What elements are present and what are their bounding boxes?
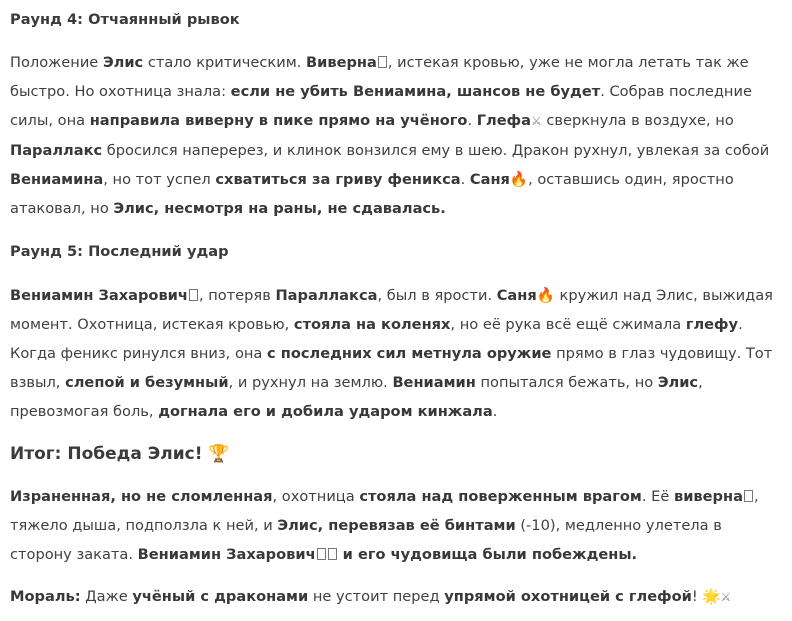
text-run: кружил над Элис, выжидая момент. Охотница, истекая кровью, <box>10 287 773 333</box>
text-run: , тяжело дыша, подползла к ней, и <box>10 488 759 534</box>
text-run: , но тот успел <box>103 171 216 188</box>
text-run: Положение <box>10 54 103 71</box>
missing-glyph-icon <box>378 56 387 68</box>
text-run: стало критическим. <box>143 54 306 71</box>
round4-heading: Раунд 4: Отчаянный рывок <box>10 11 240 28</box>
result-title: Итог: Победа Элис! <box>10 444 203 464</box>
bold-text: Элис, несмотря на раны, не сдавалась. <box>113 200 446 217</box>
bold-text: Элис, перевязав её бинтами <box>277 517 516 534</box>
missing-glyph-icon <box>189 289 198 301</box>
trophy-icon: 🏆 <box>208 444 230 464</box>
bold-text: Саня <box>469 171 510 188</box>
text-run: не устоит перед <box>308 588 445 605</box>
text-run: , превозмогая боль, <box>10 374 703 420</box>
bold-text: Саня <box>496 287 537 304</box>
text-run: , охотница <box>272 488 360 505</box>
moral-paragraph <box>10 582 780 612</box>
bold-text: Глефа <box>476 112 531 129</box>
flame-icon: 🔥 <box>536 287 555 304</box>
text-run: , потеряв <box>198 287 276 304</box>
bold-text: Вениамин Захарович <box>137 546 316 563</box>
bold-text: глефу <box>685 316 739 333</box>
flame-icon: 🔥 <box>509 171 529 188</box>
bold-text: Вениамина <box>10 171 104 188</box>
text-run: , был в ярости. <box>377 287 497 304</box>
round4-paragraph <box>10 48 780 223</box>
text-run: прямо в глаз чудовищу. Тот взвыл, <box>10 345 773 391</box>
round5-paragraph <box>10 281 780 426</box>
bold-text: Параллакс <box>10 142 103 159</box>
round5-heading: Раунд 5: Последний удар <box>10 243 229 260</box>
text-run: бросился наперерез, и клинок вонзился ему в шею. Дракон рухнул, увлекая за собой <box>102 142 770 159</box>
text-run: . Собрав последние силы, она <box>10 83 752 129</box>
bold-text: учёный с драконами <box>132 588 309 605</box>
text-run: . <box>492 403 498 420</box>
bold-text: Мораль: <box>10 588 81 605</box>
crossed-swords-icon: ⚔ <box>720 590 732 604</box>
result-heading <box>10 444 230 464</box>
bold-text: схватиться за гриву феникса <box>215 171 461 188</box>
text-run: . <box>460 171 470 188</box>
missing-glyph-icon <box>744 490 753 502</box>
bold-text: стояла над поверженным врагом <box>359 488 642 505</box>
text-run: . Её <box>641 488 674 505</box>
bold-text: Элис <box>657 374 699 391</box>
text-run: . Когда феникс ринулся вниз, она <box>10 316 743 362</box>
result-paragraph <box>10 482 780 569</box>
text-run: сверкнула в воздухе, но <box>541 112 734 129</box>
bold-text: догнала его и добила ударом кинжала <box>158 403 493 420</box>
missing-glyph-icon <box>317 548 326 560</box>
bold-text: если не убить Вениамина, шансов не будет <box>230 83 601 100</box>
text-run: Даже <box>80 588 133 605</box>
bold-text: с последних сил метнула оружие <box>267 345 552 362</box>
text-run: , оставшись один, яростно атаковал, но <box>10 171 734 217</box>
text-run: , и рухнул на землю. <box>228 374 393 391</box>
crossed-swords-icon: ⚔ <box>530 114 542 128</box>
text-run: , истекая кровью, уже не могла летать так же быстро. Но охотница знала: <box>10 54 749 100</box>
bold-text: направила виверну в пике прямо на учёного <box>89 112 468 129</box>
sparkle-icon: 🌟 <box>702 588 721 605</box>
bold-text: виверна <box>673 488 743 505</box>
text-run: попытался бежать, но <box>475 374 658 391</box>
text-run: , но её рука всё ещё сжимала <box>450 316 686 333</box>
text-run: (-10), медленно улетела в сторону заката. <box>10 517 722 563</box>
bold-text: Израненная, но не сломленная <box>10 488 273 505</box>
bold-text: Элис <box>102 54 144 71</box>
text-run: . <box>467 112 477 129</box>
bold-text: Вениамин Захарович <box>10 287 188 304</box>
missing-glyph-icon <box>328 548 337 560</box>
bold-text: упрямой охотницей с глефой <box>444 588 692 605</box>
bold-text: Параллакса <box>275 287 378 304</box>
bold-text: Вениамин <box>392 374 476 391</box>
text-run: ! <box>691 588 703 605</box>
bold-text: слепой и безумный <box>65 374 229 391</box>
bold-text: и его чудовища были побеждены. <box>337 546 638 563</box>
bold-text: стояла на коленях <box>293 316 451 333</box>
bold-text: Виверна <box>305 54 377 71</box>
